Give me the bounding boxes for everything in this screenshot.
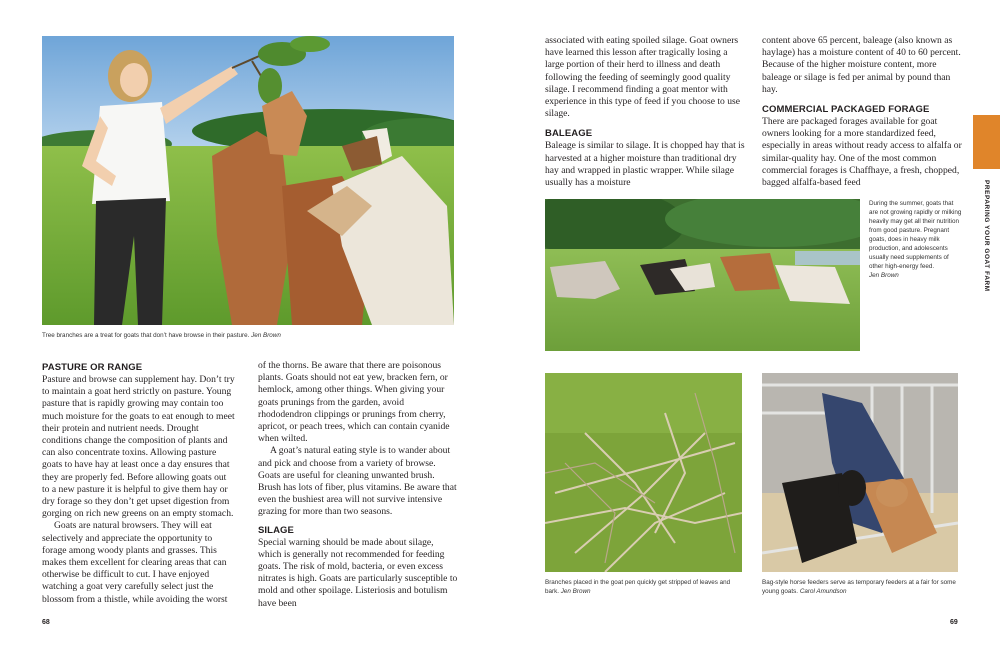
photo-girl-feeding-goats [42,36,454,325]
paragraph: of the thorns. Be aware that there are poisonous plants. Goats should not eat yew, bracken fern, or hemlock, among other things. When giving your goats prunings from the garden, avoid rhododendron clippings or prunings from cherry, apricot, or peach trees, which can contain cyanide when wilted. [258,360,450,445]
photo-credit: Jen Brown [560,588,591,595]
photo-pasture-caption [869,199,964,280]
photo-credit: Jen Brown [251,332,281,339]
photo-credit: Jen Brown [869,272,899,279]
chapter-tab [973,115,1000,169]
running-head-vertical: PREPARING YOUR GOAT FARM [983,180,990,292]
paragraph: Baleage is similar to silage. It is chopped hay that is harvested at a higher moisture than traditional dry hay and wrapped in plastic wrapper. While silage usually has a moisture [545,140,745,189]
paragraph: content above 65 percent, baleage (also known as haylage) has a moisture content of 40 to 60 percent. Because of the higher moisture content, more baleage or silage is fed per animal by pound than hay. [762,35,961,95]
paragraph: Special warning should be made about silage, which is generally not recommended for feeding goats. The risk of mold, bacteria, or even excess nitrates is high. Goats are particularly susceptible to mold and other spoilage. Listeriosis and botulism have been [258,536,458,609]
photo-credit: Carol Amundson [799,588,847,595]
photo-branches-in-pen [545,373,742,572]
photo-goats-in-pasture [545,199,860,351]
photo-feeder-caption [762,578,962,596]
paragraph: Pasture and browse can supplement hay. Don’t try to maintain a goat herd strictly on pasture. Young pasture that is rapidly growing may contain too much moisture for the goats to eat enough to meet their protein and nutrient needs. Drought conditions change the composition of plants and can also concentrate toxins. Allowing pasture goats to have hay at least once a day ensures that they are properly fed. Before allowing goats out to a new pasture it is helpful to give them hay or dry forage so they don’t get upset digestion from gorging on rich new greens on an empty stomach. [42,374,235,520]
paragraph: associated with eating spoiled silage. Goat owners have learned this lesson after tragically losing a large portion of their herd to illness and death following the feeding of seemingly good quality silage. I recommend finding a goat mentor with experience in this type of feed if you choose to use silage. [545,35,741,120]
photo-main-caption [42,331,454,340]
photo-branches-caption [545,578,745,596]
paragraph: A goat’s natural eating style is to wander about and pick and choose from a variety of browse. Goats are useful for cleaning unwanted brush. Brush has lots of fiber, plus vitamins. Be aware that even the bushiest area will not survive intensive grazing for more than two seasons. [258,445,457,518]
caption-text: Branches placed in the goat pen quickly get stripped of leaves and bark. [545,579,731,595]
section-heading-commercial-forage: COMMERCIAL PACKAGED FORAGE [762,104,930,116]
caption-text: During the summer, goats that are not growing rapidly or milking heavily may get all their nutrition from good pasture. Pregnant goats, does in heavy milk production, and adolescents usually need supplements of other high-energy feed. [869,200,962,270]
page-number-left: 68 [42,619,50,626]
paragraph: Goats are natural browsers. They will eat selectively and appreciate the opportunity to forage among woody plants and grasses. This makes them excellent for clearing areas that can otherwise be difficult to cut. I have enjoyed watching a goat very carefully select just the blossom from a thistle, while avoiding the worst [42,520,228,605]
section-heading-silage: SILAGE [258,524,294,536]
photo-bag-feeder [762,373,958,572]
caption-text: Bag-style horse feeders serve as temporary feeders at a fair for some young goats. [762,579,956,595]
paragraph: There are packaged forages available for goat owners looking for a more standardized feed, especially in areas without ready access to alfalfa or similar-quality hay. One of the most common commercial forages is Chaffhaye, a fresh, chopped, bagged alfalfa-based feed [762,116,962,189]
caption-text: Tree branches are a treat for goats that don’t have browse in their pasture. [42,332,250,339]
section-heading-baleage: BALEAGE [545,128,593,140]
column-4 [762,35,962,189]
column-2 [258,360,458,610]
page-number-right: 69 [950,619,958,626]
section-heading-pasture: PASTURE OR RANGE [42,362,143,373]
column-3 [545,35,745,189]
column-1 [42,362,236,606]
